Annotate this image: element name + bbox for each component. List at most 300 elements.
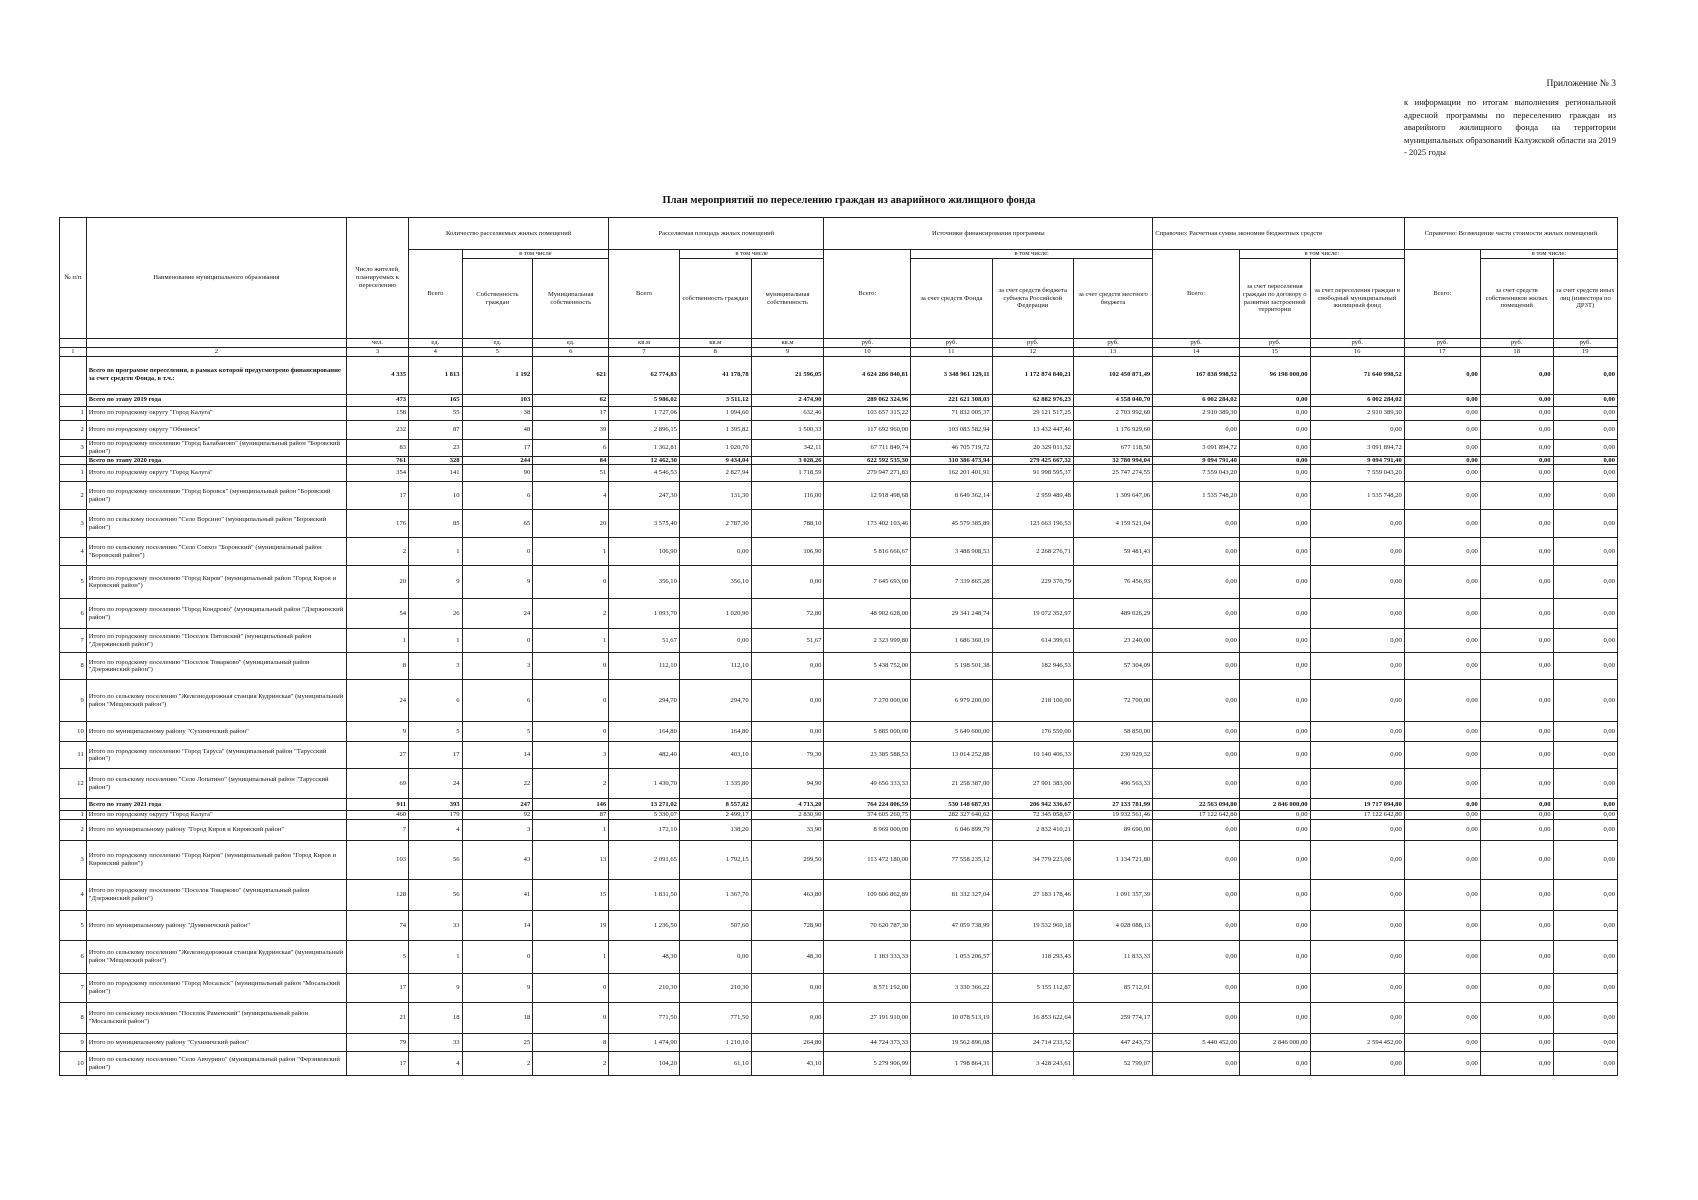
row-number: 2 [60,482,87,510]
municipality-name: Итого по сельскому поселению "Село Совхоз "Боровский" (муниципальный район "Боровский район") [86,538,346,566]
table-cell: 0,00 [1404,566,1480,599]
table-cell: 0,00 [1153,680,1240,722]
table-cell: 164,80 [609,722,680,742]
table-cell: 81 332 327,04 [911,880,992,911]
table-cell: 0,00 [1480,653,1553,680]
table-cell: 54 [346,599,408,629]
table-cell: 0,00 [1480,941,1553,974]
table-cell: 0,00 [1404,356,1480,394]
row-number: 8 [60,1003,87,1034]
table-row [60,599,1618,629]
table-cell: 9 [462,566,533,599]
header-comp-other: за счет средств иных лиц (инвестора по ДРЗТ) [1553,259,1617,339]
table-cell: 1 [346,629,408,653]
table-cell: 232 [346,420,408,439]
table-cell: 0,00 [1404,420,1480,439]
unit-cell: руб. [1553,339,1617,348]
table-cell: 0,00 [1153,538,1240,566]
column-number: 3 [346,347,408,356]
header-area-municipal: муниципальная собственность [751,259,824,339]
municipality-name: Итого по сельскому поселению "Село Лопатино" (муниципальный район "Тарусский район") [86,769,346,799]
table-cell: 0,00 [1553,841,1617,880]
table-cell: 2 [533,769,609,799]
table-cell: 6 046 899,79 [911,820,992,841]
table-cell: 299,50 [751,841,824,880]
table-cell: 5 [409,722,463,742]
table-cell: 62 882 976,23 [992,394,1073,406]
unit-cell: кв.м [751,339,824,348]
table-cell: 62 774,83 [609,356,680,394]
table-cell: 0,00 [1553,439,1617,456]
table-cell: 463,80 [751,880,824,911]
table-cell: 39 [533,420,609,439]
table-cell: 11 833,33 [1073,941,1152,974]
table-cell: 0 [462,538,533,566]
table-cell: 71 640 998,52 [1310,356,1404,394]
table-cell: 489 026,29 [1073,599,1152,629]
table-cell: 229 370,79 [992,566,1073,599]
table-cell: 310 386 473,94 [911,456,992,465]
table-cell: 4 335 [346,356,408,394]
header-comp-incl: в том числе: [1480,250,1617,259]
table-cell: 0,00 [1553,538,1617,566]
unit-cell: кв.м [609,339,680,348]
table-cell: 24 [346,680,408,722]
table-cell: 12 462,30 [609,456,680,465]
table-cell: 507,60 [679,911,751,941]
table-cell: 8 [533,1034,609,1052]
table-cell: 165 [409,394,463,406]
row-number [60,456,87,465]
table-cell: 0,00 [1480,1052,1553,1076]
table-cell: 1 094,60 [679,406,751,420]
table-cell: 218 100,00 [992,680,1073,722]
table-cell: 9 434,04 [679,456,751,465]
table-cell: 21 596,05 [751,356,824,394]
table-row [60,680,1618,722]
header-comp-owners: за счет средств собственников жилых помещений [1480,259,1553,339]
municipality-name: Итого по городскому поселению "Город Боровск" (муниципальный район "Боровский район") [86,482,346,510]
unit-cell: чел. [346,339,408,348]
table-cell: 172,10 [609,820,680,841]
table-cell: 3 091 894,72 [1153,439,1240,456]
header-group-savings: Справочно: Расчетная сумма экономии бюджетных средств [1153,218,1405,250]
header-residents: Число жителей, планируемых к переселению [346,218,408,339]
table-cell: 0,00 [679,629,751,653]
table-cell: 5 [462,722,533,742]
table-cell: 22 [462,769,533,799]
table-cell: 167 838 998,52 [1153,356,1240,394]
table-cell: 0,00 [1553,356,1617,394]
row-number: 2 [60,420,87,439]
municipality-name: Итого по городскому округу "Обнинск" [86,420,346,439]
table-cell: 771,50 [679,1003,751,1034]
municipality-name: Итого по городскому округу "Город Калуга" [86,465,346,482]
table-cell: 0,00 [1310,974,1404,1003]
table-cell: 2 846 000,00 [1239,799,1310,811]
table-cell: 20 329 011,52 [992,439,1073,456]
table-cell: 0,00 [1404,841,1480,880]
column-number: 13 [1073,347,1152,356]
table-cell: 0,00 [1404,629,1480,653]
table-cell: 0,00 [1153,769,1240,799]
table-cell: 0,00 [1480,406,1553,420]
table-cell: 0,00 [1404,510,1480,538]
table-cell: 356,10 [679,566,751,599]
table-cell: 19 [533,911,609,941]
header-rooms-total: Всего [409,250,463,339]
unit-cell: руб. [1404,339,1480,348]
table-cell: 23 385 588,53 [824,742,911,769]
table-cell: 13 432 447,46 [992,420,1073,439]
table-cell: 27 191 910,00 [824,1003,911,1034]
table-cell: 0,00 [1310,722,1404,742]
table-cell: 0,00 [1553,653,1617,680]
table-cell: 0,00 [1480,599,1553,629]
column-number: 7 [609,347,680,356]
table-cell: 0,00 [1239,769,1310,799]
table-total-row [60,799,1618,811]
table-cell: 0,00 [1239,841,1310,880]
table-cell: 158 [346,406,408,420]
table-cell: 0,00 [1404,880,1480,911]
table-cell: 0,00 [1553,742,1617,769]
table-cell: 19 717 094,80 [1310,799,1404,811]
table-cell: 0,00 [1480,841,1553,880]
row-number: 9 [60,680,87,722]
table-cell: 23 [409,439,463,456]
header-sources-incl: в том числе: [911,250,1153,259]
table-cell: 0,00 [1153,742,1240,769]
table-cell: 0,00 [1404,811,1480,820]
table-cell: 0,00 [1239,880,1310,911]
table-cell: 15 [533,880,609,911]
table-cell: 2 910 389,30 [1310,406,1404,420]
table-cell: 221 621 308,03 [911,394,992,406]
table-cell: 4 028 088,13 [1073,911,1152,941]
table-cell: 764 224 806,59 [824,799,911,811]
column-number: 14 [1153,347,1240,356]
table-cell: 206 942 336,67 [992,799,1073,811]
table-cell: 112,10 [609,653,680,680]
table-cell: 0,00 [1239,482,1310,510]
table-cell: 112,10 [679,653,751,680]
table-cell: 0,00 [1553,510,1617,538]
table-cell: 182 946,53 [992,653,1073,680]
table-cell: 342,11 [751,439,824,456]
table-cell: 2 474,90 [751,394,824,406]
table-cell: 1 535 748,20 [1153,482,1240,510]
table-cell: 0,00 [1553,820,1617,841]
table-cell: 1 176 929,60 [1073,420,1152,439]
table-cell: 911 [346,799,408,811]
table-cell: 57 304,09 [1073,653,1152,680]
municipality-name: Итого по городскому поселению "Город Мосальск" (муниципальный район "Мосальский район") [86,974,346,1003]
header-area-incl: в том числе [679,250,824,259]
unit-cell: руб. [911,339,992,348]
table-cell: 0,00 [1153,599,1240,629]
table-cell: 0,00 [1239,629,1310,653]
municipality-name: Итого по городскому поселению "Город Кондрово" (муниципальный район "Дзержинский район") [86,599,346,629]
table-cell: 5 816 666,67 [824,538,911,566]
row-number: 7 [60,629,87,653]
table-cell: 4 713,20 [751,799,824,811]
table-cell: 33 [409,1034,463,1052]
table-cell: 1 362,81 [609,439,680,456]
column-number: 9 [751,347,824,356]
table-row [60,941,1618,974]
header-group-compensation: Справочно: Возмещение части стоимости жилых помещений [1404,218,1617,250]
table-cell: 5 649 600,00 [911,722,992,742]
table-cell: 85 [409,510,463,538]
table-row [60,1034,1618,1052]
table-cell: 18 [409,1003,463,1034]
table-cell: 0,00 [1239,1003,1310,1034]
table-cell: 0 [533,680,609,722]
table-cell: 0,00 [1553,941,1617,974]
table-cell: 5 330,07 [609,811,680,820]
header-rooms-municipal: Муниципальная собственность [533,259,609,339]
table-cell: 2 703 992,60 [1073,406,1152,420]
table-cell: 9 094 791,40 [1310,456,1404,465]
municipality-name: Итого по городскому поселению "Город Таруса" (муниципальный район "Тарусский район") [86,742,346,769]
municipality-name: Всего по этапу 2020 года [86,456,346,465]
table-cell: 20 [346,566,408,599]
table-cell: 0,00 [1553,680,1617,722]
municipality-name: Итого по городскому поселению "Город Киров" (муниципальный район "Город Киров и Кировский район") [86,566,346,599]
table-cell: 0,00 [1239,742,1310,769]
row-number [60,799,87,811]
table-cell: 55 [409,406,463,420]
table-cell: 210,30 [679,974,751,1003]
municipality-name: Всего по этапу 2021 года [86,799,346,811]
table-row [60,742,1618,769]
table-cell: 1 020,70 [679,439,751,456]
header-group-sources: Источники финансирования программы [824,218,1153,250]
table-cell: 0,00 [1310,742,1404,769]
table-cell: 3 330 366,22 [911,974,992,1003]
row-number: 7 [60,974,87,1003]
row-number: 8 [60,653,87,680]
column-number: 4 [409,347,463,356]
table-cell: 0,00 [1480,820,1553,841]
municipality-name: Итого по сельскому поселению "Железнодорожная станция Кудринская" (муниципальный район "Мещовский район") [86,680,346,722]
table-cell: 0,00 [1480,974,1553,1003]
table-cell: 76 456,93 [1073,566,1152,599]
table-cell: 27 [346,742,408,769]
table-cell: 72 345 058,67 [992,811,1073,820]
table-cell: 70 620 787,30 [824,911,911,941]
table-cell: 7 559 043,20 [1153,465,1240,482]
table-cell: 1 [533,820,609,841]
table-row [60,1052,1618,1076]
column-number: 12 [992,347,1073,356]
header-area-total: Всего [609,250,680,339]
table-cell: 0,00 [1404,769,1480,799]
table-cell: 0,00 [1239,1052,1310,1076]
table-cell: 4 [533,482,609,510]
table-cell: 264,80 [751,1034,824,1052]
row-number: 10 [60,722,87,742]
table-row [60,811,1618,820]
table-cell: 44 724 373,33 [824,1034,911,1052]
table-cell: 17 122 642,80 [1153,811,1240,820]
table-cell: 27 133 781,99 [1073,799,1152,811]
table-cell: 0,00 [1553,482,1617,510]
table-cell: 0 [462,941,533,974]
table-cell: 29 121 517,25 [992,406,1073,420]
table-cell: 0,00 [1310,911,1404,941]
table-cell: 2 [346,538,408,566]
table-cell: 1 053 206,57 [911,941,992,974]
appendix-block [1404,78,1616,158]
table-cell: 27 901 383,00 [992,769,1073,799]
table-cell: 48 [462,420,533,439]
municipality-name: Итого по городскому поселению "Город Балабаново" (муниципальный район "Боровский район") [86,439,346,456]
table-cell: 0,00 [751,566,824,599]
table-cell: 1 831,50 [609,880,680,911]
table-cell: 0,00 [1553,465,1617,482]
table-cell: 2 091,65 [609,841,680,880]
table-cell: 0,00 [1480,722,1553,742]
table-cell: 1 093,70 [609,599,680,629]
table-cell: 289 062 324,96 [824,394,911,406]
table-cell: 7 339 865,28 [911,566,992,599]
table-cell: 109 606 862,89 [824,880,911,911]
table-cell: 1 535 748,20 [1310,482,1404,510]
table-cell: 10 [409,482,463,510]
municipality-name: Итого по городскому округу "Город Калуга" [86,406,346,420]
table-row [60,465,1618,482]
table-row [60,769,1618,799]
municipality-name: Итого по сельскому поселению "Село Ворсино" (муниципальный район "Боровский район") [86,510,346,538]
table-cell: 17 [346,482,408,510]
table-cell: 67 711 849,74 [824,439,911,456]
table-cell: 9 [409,974,463,1003]
table-cell: 460 [346,811,408,820]
table-cell: 0,00 [1480,911,1553,941]
column-numbers-row [60,347,1618,356]
table-cell: 2 [462,1052,533,1076]
header-subject: за счет средств бюджета субъекта Российской Федерации [992,259,1073,339]
table-cell: 21 258 387,00 [911,769,992,799]
table-cell: 3 [462,820,533,841]
table-cell: 83 [346,439,408,456]
table-cell: 1 335,80 [679,769,751,799]
table-cell: 3 511,12 [679,394,751,406]
table-cell: 17 [346,974,408,1003]
unit-cell: ед. [533,339,609,348]
table-cell: 0,00 [1404,911,1480,941]
row-number: 1 [60,465,87,482]
table-cell: 621 [533,356,609,394]
header-savings-free: за счет переселения граждан в свободный муниципальный жилищный фонд [1310,259,1404,339]
table-cell: 279 947 271,83 [824,465,911,482]
column-number: 10 [824,347,911,356]
table-cell: 2 959 489,48 [992,482,1073,510]
table-cell: 43,10 [751,1052,824,1076]
table-cell: 0,00 [1404,465,1480,482]
table-cell: 21 [346,1003,408,1034]
table-cell: 761 [346,456,408,465]
table-cell: 0,00 [1153,722,1240,742]
table-cell: 0,00 [1153,820,1240,841]
table-cell: 0,00 [1553,599,1617,629]
table-cell: 0,00 [1553,1003,1617,1034]
table-cell: 8 969 000,00 [824,820,911,841]
table-row [60,911,1618,941]
table-cell: 622 592 535,30 [824,456,911,465]
table-row [60,1003,1618,1034]
table-cell: 24 [409,769,463,799]
table-cell: 9 [462,974,533,1003]
table-cell: 19 562 896,08 [911,1034,992,1052]
table-cell: 131,30 [679,482,751,510]
table-cell: 69 [346,769,408,799]
table-cell: 146 [533,799,609,811]
table-cell: 0,00 [1239,911,1310,941]
table-cell: 0,00 [1480,769,1553,799]
resettlement-plan-table [59,217,1618,1076]
table-cell: 24 714 233,52 [992,1034,1073,1052]
header-group-area: Расселяемая площадь жилых помещений [609,218,824,250]
column-number: 5 [462,347,533,356]
table-cell: 6 [462,680,533,722]
table-cell: 118 293,43 [992,941,1073,974]
table-cell: 7 [346,820,408,841]
row-number: 1 [60,811,87,820]
table-cell: 1 172 874 840,21 [992,356,1073,394]
table-cell: 138,20 [679,820,751,841]
table-cell: 0,00 [751,974,824,1003]
row-number: 3 [60,510,87,538]
unit-cell [60,339,87,348]
table-cell: 25 [462,1034,533,1052]
table-cell: 1 134 721,80 [1073,841,1152,880]
municipality-name: Итого по муниципальному району "Город Киров и Кировский район" [86,820,346,841]
table-cell: 0,00 [1553,629,1617,653]
table-cell: 0,00 [1239,406,1310,420]
table-cell: 32 780 994,04 [1073,456,1152,465]
table-cell: 33 [409,911,463,941]
header-area-citizens: собственность граждан [679,259,751,339]
table-cell: 1 813 [409,356,463,394]
unit-cell: кв.м [679,339,751,348]
table-cell: 0 [533,722,609,742]
table-cell: 1 [533,941,609,974]
table-cell: 473 [346,394,408,406]
table-cell: 247,30 [609,482,680,510]
table-cell: 244 [462,456,533,465]
row-number: 12 [60,769,87,799]
column-number: 11 [911,347,992,356]
table-cell: 25 747 274,55 [1073,465,1152,482]
table-cell: 496 563,33 [1073,769,1152,799]
table-cell: 0,00 [1553,406,1617,420]
table-cell: 48,30 [609,941,680,974]
table-cell: 0,00 [1153,941,1240,974]
header-rooms-incl: в том числе [462,250,609,259]
table-cell: 614 399,61 [992,629,1073,653]
table-cell: 0,00 [1310,538,1404,566]
table-cell: 0,00 [751,653,824,680]
municipality-name: Итого по муниципальному району "Сухиничский район" [86,1034,346,1052]
table-total-row [60,356,1618,394]
table-cell: 1 309 647,06 [1073,482,1152,510]
table-cell: 79,30 [751,742,824,769]
table-cell: 62 [533,394,609,406]
table-cell: 0,00 [1553,799,1617,811]
